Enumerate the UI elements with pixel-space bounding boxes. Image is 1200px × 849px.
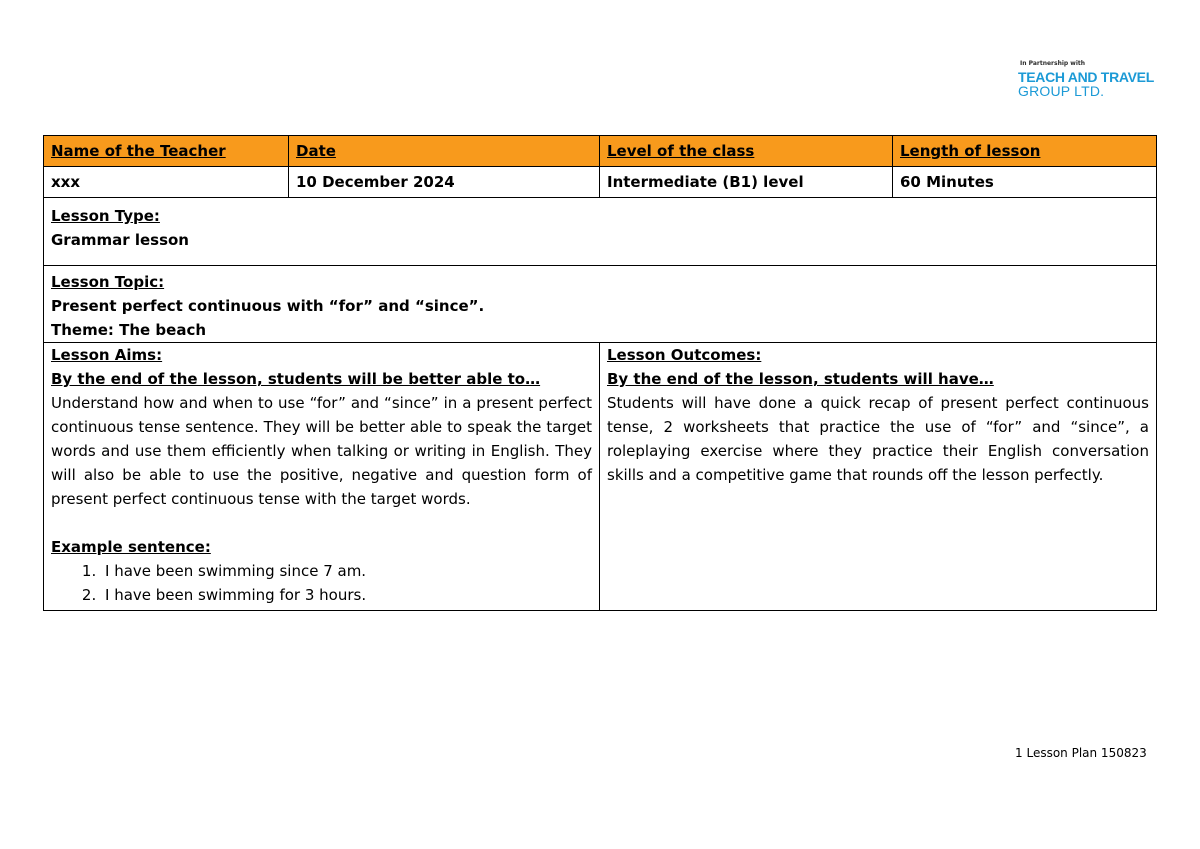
header-teacher-name: Name of the Teacher <box>44 136 289 167</box>
values-row <box>44 167 1157 198</box>
example-item: 1. I have been swimming since 7 am. <box>101 559 592 583</box>
lesson-outcomes-cell <box>600 343 1157 611</box>
value-class-level: Intermediate (B1) level <box>600 167 893 198</box>
lesson-aims-cell <box>44 343 600 611</box>
header-row <box>44 136 1157 167</box>
page-footer <box>1015 746 1147 760</box>
footer-doc-title: Lesson Plan 150823 <box>1026 746 1147 760</box>
lesson-aims-lead: By the end of the lesson, students will be better able to… <box>51 370 541 388</box>
logo-line-2: GROUP LTD. <box>1018 83 1105 99</box>
lesson-outcomes-body: Students will have done a quick recap of present perfect continuous tense, 2 worksheets that practice the use of “for” and “since”, a roleplaying exercise where they practice their English conversation skills and a competitive game that rounds off the lesson perfectly. <box>607 394 1149 484</box>
lesson-topic-row <box>44 266 1157 343</box>
lesson-plan-table <box>43 135 1157 611</box>
logo-tagline: In Partnership with <box>1020 60 1086 67</box>
example-item: 2. I have been swimming for 3 hours. <box>101 583 592 607</box>
example-list <box>51 559 592 607</box>
header-class-level: Level of the class <box>600 136 893 167</box>
lesson-type-value: Grammar lesson <box>51 231 189 249</box>
value-date: 10 December 2024 <box>289 167 600 198</box>
lesson-outcomes-lead: By the end of the lesson, students will have… <box>607 370 994 388</box>
page-number: 1 <box>1015 746 1023 760</box>
lesson-outcomes-label: Lesson Outcomes: <box>607 346 762 364</box>
lesson-topic-cell <box>44 266 1157 343</box>
lesson-type-label: Lesson Type: <box>51 207 160 225</box>
lesson-topic-label: Lesson Topic: <box>51 273 165 291</box>
header-date: Date <box>289 136 600 167</box>
partner-logo <box>1018 60 1158 98</box>
lesson-aims-label: Lesson Aims: <box>51 346 163 364</box>
lesson-topic-value: Present perfect continuous with “for” and “since”. <box>51 297 485 315</box>
lesson-type-row <box>44 198 1157 266</box>
lesson-type-cell <box>44 198 1157 266</box>
example-sentence-label: Example sentence: <box>51 538 211 556</box>
aims-outcomes-row <box>44 343 1157 611</box>
logo-line-1: TEACH AND TRAVEL <box>1018 69 1154 85</box>
lesson-theme: Theme: The beach <box>51 321 207 339</box>
value-teacher-name: xxx <box>44 167 289 198</box>
header-lesson-length: Length of lesson <box>893 136 1157 167</box>
value-lesson-length: 60 Minutes <box>893 167 1157 198</box>
lesson-aims-body: Understand how and when to use “for” and “since” in a present perfect continuous tense sentence. They will be better able to speak the target words and use them efficiently when talking or writing in English. They will also be able to use the positive, negative and question form of present perfect continuous tense with the target words. <box>51 394 592 508</box>
